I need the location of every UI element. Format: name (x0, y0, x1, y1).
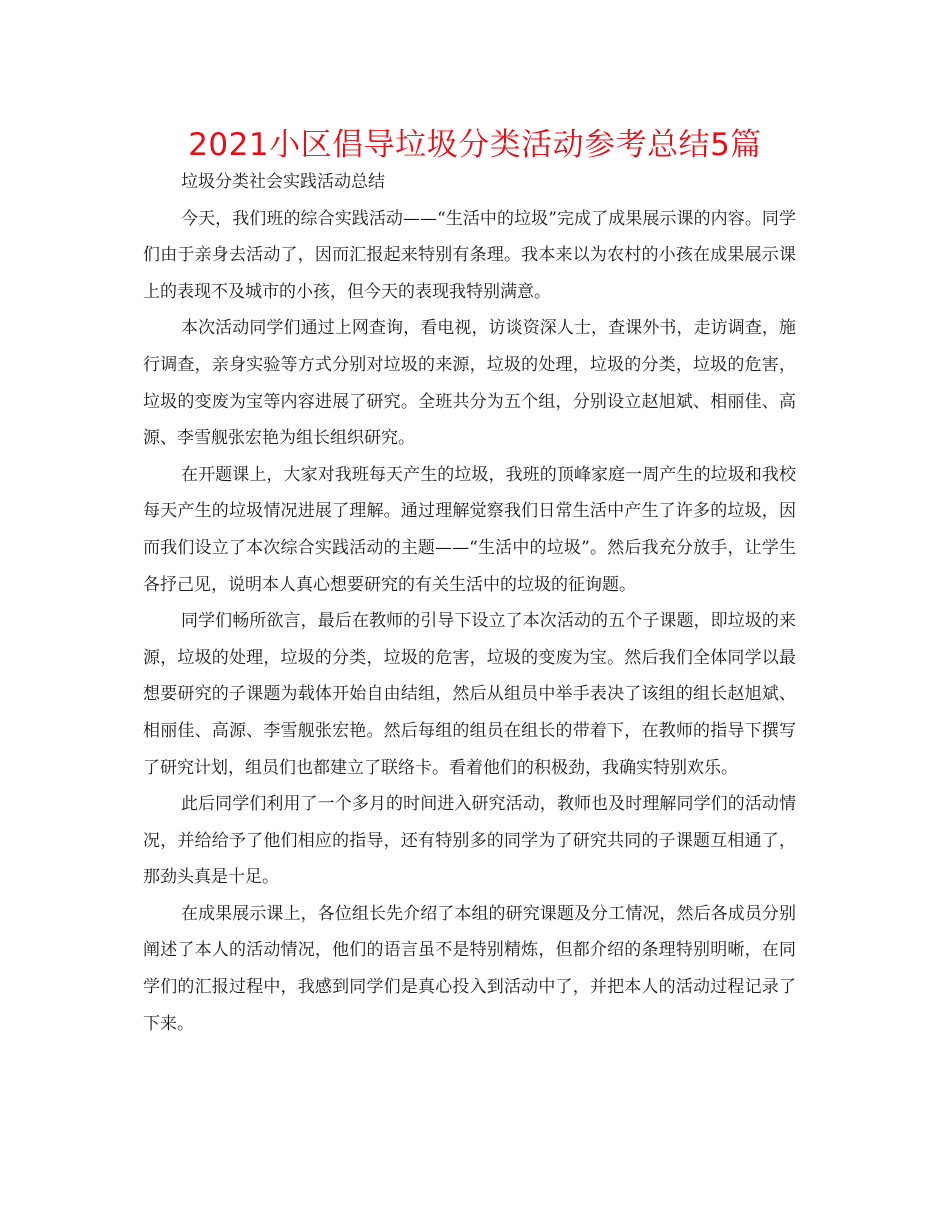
paragraph-1: 今天，我们班的综合实践活动——“生活中的垃圾”完成了成果展示课的内容。同学们由于亲身去活动了，因而汇报起来特别有条理。我本来以为农村的小孩在成果展示课上的表现不及城市的小孩，但今天的表现我特别满意。 (143, 208, 796, 302)
paragraph-5: 此后同学们利用了一个多月的时间进入研究活动，教师也及时理解同学们的活动情况，并给给予了他们相应的指导，还有特别多的同学为了研究共同的子课题互相通了，那劲头真是十足。 (143, 794, 796, 888)
document-title: 2021小区倡导垃圾分类活动参考总结5篇 (188, 127, 762, 163)
paragraph-3: 在开题课上，大家对我班每天产生的垃圾，我班的顶峰家庭一周产生的垃圾和我校每天产生的垃圾情况进展了理解。通过理解觉察我们日常生活中产生了许多的垃圾，因而我们设立了本次综合实践活动的主题——“生活中的垃圾”。然后我充分放手，让学生各抒己见，说明本人真心想要研究的有关生活中的垃圾的征询题。 (143, 464, 796, 595)
paragraph-4: 同学们畅所欲言，最后在教师的引导下设立了本次活动的五个子课题，即垃圾的来源，垃圾的处理，垃圾的分类，垃圾的危害，垃圾的变废为宝。然后我们全体同学以最想要研究的子课题为载体开始自由结组，然后从组员中举手表决了该组的组长赵旭斌、相丽佳、高源、李雪舰张宏艳。然后每组的组员在组长的带着下，在教师的指导下撰写了研究计划，组员们也都建立了联络卡。看着他们的积极劲，我确实特别欢乐。 (143, 611, 796, 778)
paragraph-2: 本次活动同学们通过上网查询，看电视，访谈资深人士，查课外书，走访调查，施行调查，亲身实验等方式分别对垃圾的来源，垃圾的处理，垃圾的分类，垃圾的危害，垃圾的变废为宝等内容进展了研究。全班共分为五个组，分别设立赵旭斌、相丽佳、高源、李雪舰张宏艳为组长组织研究。 (143, 318, 796, 449)
paragraph-6: 在成果展示课上，各位组长先介绍了本组的研究课题及分工情况，然后各成员分别阐述了本人的活动情况，他们的语言虽不是特别精炼，但都介绍的条理特别明晰，在同学们的汇报过程中，我感到同学们是真心投入到活动中了，并把本人的活动过程记录了下来。 (143, 903, 796, 1034)
document-body (143, 164, 796, 1042)
document-subtitle: 垃圾分类社会实践活动总结 (181, 172, 385, 192)
